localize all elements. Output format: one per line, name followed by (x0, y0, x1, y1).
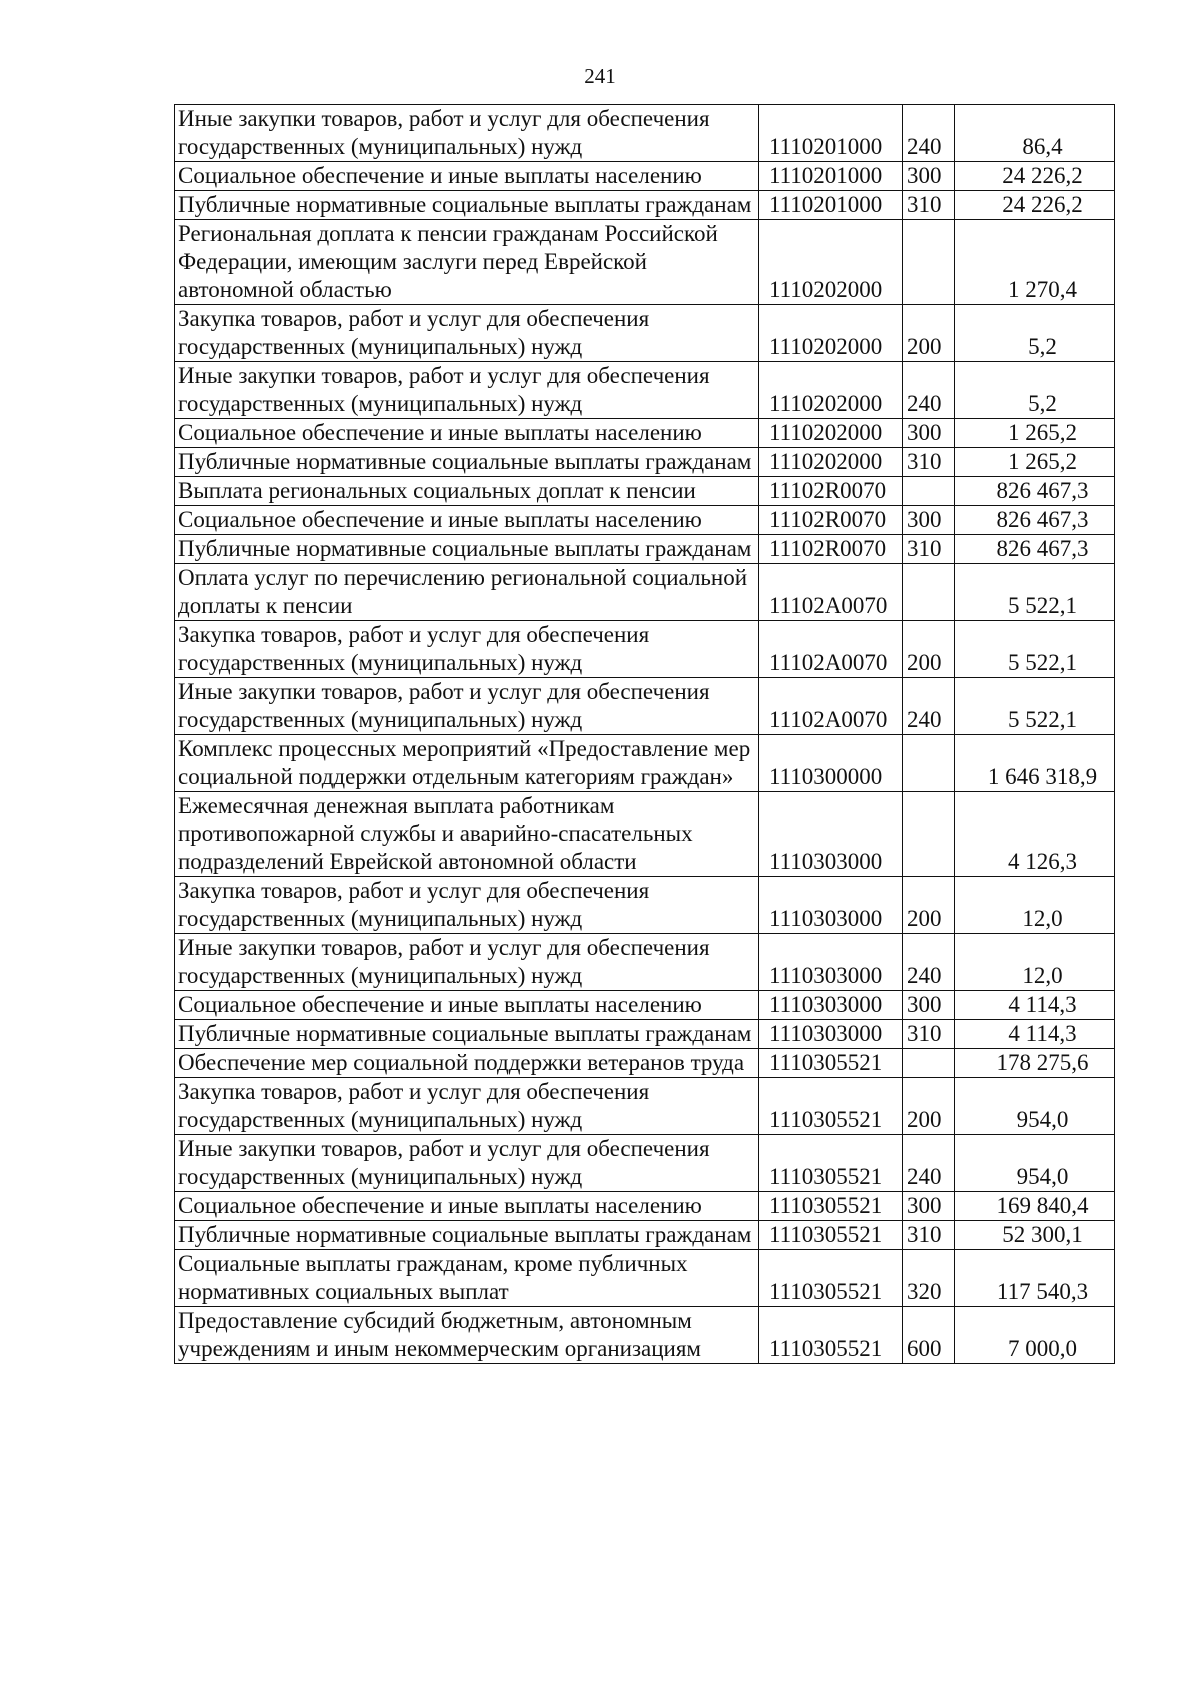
cell-expense-type: 300 (903, 991, 955, 1020)
cell-amount: 5,2 (955, 305, 1115, 362)
cell-name: Иные закупки товаров, работ и услуг для обеспечения государственных (муниципальных) нужд (175, 1135, 759, 1192)
cell-expense-type: 300 (903, 506, 955, 535)
cell-name: Иные закупки товаров, работ и услуг для обеспечения государственных (муниципальных) нужд (175, 678, 759, 735)
cell-name: Комплекс процессных мероприятий «Предоставление мер социальной поддержки отдельным категориям граждан» (175, 735, 759, 792)
cell-code: 1110305521 (759, 1192, 903, 1221)
cell-name: Публичные нормативные социальные выплаты гражданам (175, 535, 759, 564)
table-row (175, 448, 1115, 477)
cell-name: Предоставление субсидий бюджетным, автономным учреждениям и иным некоммерческим организациям (175, 1307, 759, 1364)
cell-amount: 169 840,4 (955, 1192, 1115, 1221)
cell-code: 1110303000 (759, 934, 903, 991)
table-row (175, 678, 1115, 735)
cell-expense-type: 310 (903, 1221, 955, 1250)
cell-code: 1110300000 (759, 735, 903, 792)
cell-expense-type: 310 (903, 448, 955, 477)
cell-amount: 4 114,3 (955, 1020, 1115, 1049)
cell-name: Публичные нормативные социальные выплаты гражданам (175, 1020, 759, 1049)
cell-name: Социальное обеспечение и иные выплаты населению (175, 1192, 759, 1221)
cell-name: Закупка товаров, работ и услуг для обеспечения государственных (муниципальных) нужд (175, 1078, 759, 1135)
cell-expense-type (903, 564, 955, 621)
cell-code: 11102R0070 (759, 477, 903, 506)
table-row (175, 877, 1115, 934)
table-row (175, 506, 1115, 535)
cell-code: 1110305521 (759, 1135, 903, 1192)
table-row (175, 1049, 1115, 1078)
cell-amount: 1 265,2 (955, 448, 1115, 477)
cell-code: 11102A0070 (759, 564, 903, 621)
cell-code: 1110305521 (759, 1250, 903, 1307)
cell-expense-type: 300 (903, 419, 955, 448)
cell-name: Закупка товаров, работ и услуг для обеспечения государственных (муниципальных) нужд (175, 305, 759, 362)
cell-amount: 1 265,2 (955, 419, 1115, 448)
cell-code: 1110202000 (759, 220, 903, 305)
table-row (175, 105, 1115, 162)
cell-code: 11102A0070 (759, 621, 903, 678)
cell-amount: 4 126,3 (955, 792, 1115, 877)
cell-code: 1110303000 (759, 877, 903, 934)
cell-expense-type: 200 (903, 621, 955, 678)
table-row (175, 1250, 1115, 1307)
cell-name: Публичные нормативные социальные выплаты гражданам (175, 191, 759, 220)
table-row (175, 535, 1115, 564)
table-row (175, 564, 1115, 621)
cell-code: 1110202000 (759, 419, 903, 448)
cell-expense-type: 200 (903, 1078, 955, 1135)
table-row (175, 162, 1115, 191)
cell-code: 1110305521 (759, 1078, 903, 1135)
cell-code: 1110303000 (759, 991, 903, 1020)
cell-expense-type: 310 (903, 535, 955, 564)
cell-amount: 5,2 (955, 362, 1115, 419)
cell-code: 1110303000 (759, 1020, 903, 1049)
cell-amount: 826 467,3 (955, 506, 1115, 535)
table-row (175, 792, 1115, 877)
cell-code: 1110202000 (759, 362, 903, 419)
cell-name: Иные закупки товаров, работ и услуг для обеспечения государственных (муниципальных) нужд (175, 362, 759, 419)
cell-code: 11102R0070 (759, 535, 903, 564)
cell-name: Региональная доплата к пенсии гражданам Российской Федерации, имеющим заслуги перед Еврейской автономной областью (175, 220, 759, 305)
table-row (175, 1192, 1115, 1221)
table-row (175, 934, 1115, 991)
table-row (175, 1135, 1115, 1192)
cell-amount: 86,4 (955, 105, 1115, 162)
table-row (175, 419, 1115, 448)
cell-amount: 117 540,3 (955, 1250, 1115, 1307)
cell-expense-type: 310 (903, 1020, 955, 1049)
table-row (175, 220, 1115, 305)
cell-amount: 1 646 318,9 (955, 735, 1115, 792)
cell-expense-type: 200 (903, 305, 955, 362)
cell-amount: 826 467,3 (955, 535, 1115, 564)
table-row (175, 735, 1115, 792)
cell-expense-type: 300 (903, 162, 955, 191)
budget-table (174, 104, 1115, 1364)
cell-expense-type: 240 (903, 934, 955, 991)
cell-expense-type: 300 (903, 1192, 955, 1221)
table-row (175, 1078, 1115, 1135)
cell-expense-type (903, 1049, 955, 1078)
table-row (175, 621, 1115, 678)
cell-name: Выплата региональных социальных доплат к пенсии (175, 477, 759, 506)
cell-code: 1110201000 (759, 162, 903, 191)
cell-name: Закупка товаров, работ и услуг для обеспечения государственных (муниципальных) нужд (175, 621, 759, 678)
cell-amount: 24 226,2 (955, 191, 1115, 220)
cell-expense-type: 200 (903, 877, 955, 934)
cell-expense-type: 240 (903, 105, 955, 162)
cell-amount: 5 522,1 (955, 621, 1115, 678)
cell-expense-type: 600 (903, 1307, 955, 1364)
page-number: 241 (584, 64, 616, 88)
cell-amount: 5 522,1 (955, 564, 1115, 621)
cell-code: 1110305521 (759, 1049, 903, 1078)
cell-amount: 954,0 (955, 1078, 1115, 1135)
cell-code: 1110303000 (759, 792, 903, 877)
cell-expense-type: 240 (903, 1135, 955, 1192)
table-row (175, 1221, 1115, 1250)
cell-expense-type: 320 (903, 1250, 955, 1307)
budget-table-body (175, 105, 1115, 1364)
table-row (175, 1307, 1115, 1364)
cell-amount: 4 114,3 (955, 991, 1115, 1020)
cell-amount: 7 000,0 (955, 1307, 1115, 1364)
cell-code: 1110201000 (759, 191, 903, 220)
cell-amount: 826 467,3 (955, 477, 1115, 506)
cell-code: 1110202000 (759, 305, 903, 362)
cell-name: Иные закупки товаров, работ и услуг для обеспечения государственных (муниципальных) нужд (175, 105, 759, 162)
table-row (175, 362, 1115, 419)
cell-expense-type (903, 220, 955, 305)
cell-amount: 12,0 (955, 877, 1115, 934)
cell-amount: 954,0 (955, 1135, 1115, 1192)
cell-expense-type (903, 735, 955, 792)
cell-name: Социальное обеспечение и иные выплаты населению (175, 991, 759, 1020)
cell-code: 1110305521 (759, 1221, 903, 1250)
cell-amount: 12,0 (955, 934, 1115, 991)
cell-amount: 5 522,1 (955, 678, 1115, 735)
cell-code: 1110202000 (759, 448, 903, 477)
cell-name: Оплата услуг по перечислению региональной социальной доплаты к пенсии (175, 564, 759, 621)
cell-name: Социальное обеспечение и иные выплаты населению (175, 419, 759, 448)
cell-name: Иные закупки товаров, работ и услуг для обеспечения государственных (муниципальных) нужд (175, 934, 759, 991)
cell-name: Публичные нормативные социальные выплаты гражданам (175, 448, 759, 477)
cell-name: Закупка товаров, работ и услуг для обеспечения государственных (муниципальных) нужд (175, 877, 759, 934)
cell-expense-type: 310 (903, 191, 955, 220)
cell-amount: 52 300,1 (955, 1221, 1115, 1250)
cell-expense-type (903, 477, 955, 506)
cell-amount: 178 275,6 (955, 1049, 1115, 1078)
cell-amount: 1 270,4 (955, 220, 1115, 305)
cell-code: 1110305521 (759, 1307, 903, 1364)
cell-name: Публичные нормативные социальные выплаты гражданам (175, 1221, 759, 1250)
cell-expense-type (903, 792, 955, 877)
table-row (175, 1020, 1115, 1049)
cell-name: Социальное обеспечение и иные выплаты населению (175, 162, 759, 191)
table-row (175, 305, 1115, 362)
cell-code: 11102A0070 (759, 678, 903, 735)
cell-code: 1110201000 (759, 105, 903, 162)
cell-amount: 24 226,2 (955, 162, 1115, 191)
cell-name: Социальное обеспечение и иные выплаты населению (175, 506, 759, 535)
table-row (175, 191, 1115, 220)
table-row (175, 477, 1115, 506)
cell-name: Социальные выплаты гражданам, кроме публичных нормативных социальных выплат (175, 1250, 759, 1307)
cell-name: Обеспечение мер социальной поддержки ветеранов труда (175, 1049, 759, 1078)
table-row (175, 991, 1115, 1020)
cell-expense-type: 240 (903, 678, 955, 735)
cell-expense-type: 240 (903, 362, 955, 419)
cell-code: 11102R0070 (759, 506, 903, 535)
cell-name: Ежемесячная денежная выплата работникам противопожарной службы и аварийно-спасательных подразделений Еврейской автономной области (175, 792, 759, 877)
